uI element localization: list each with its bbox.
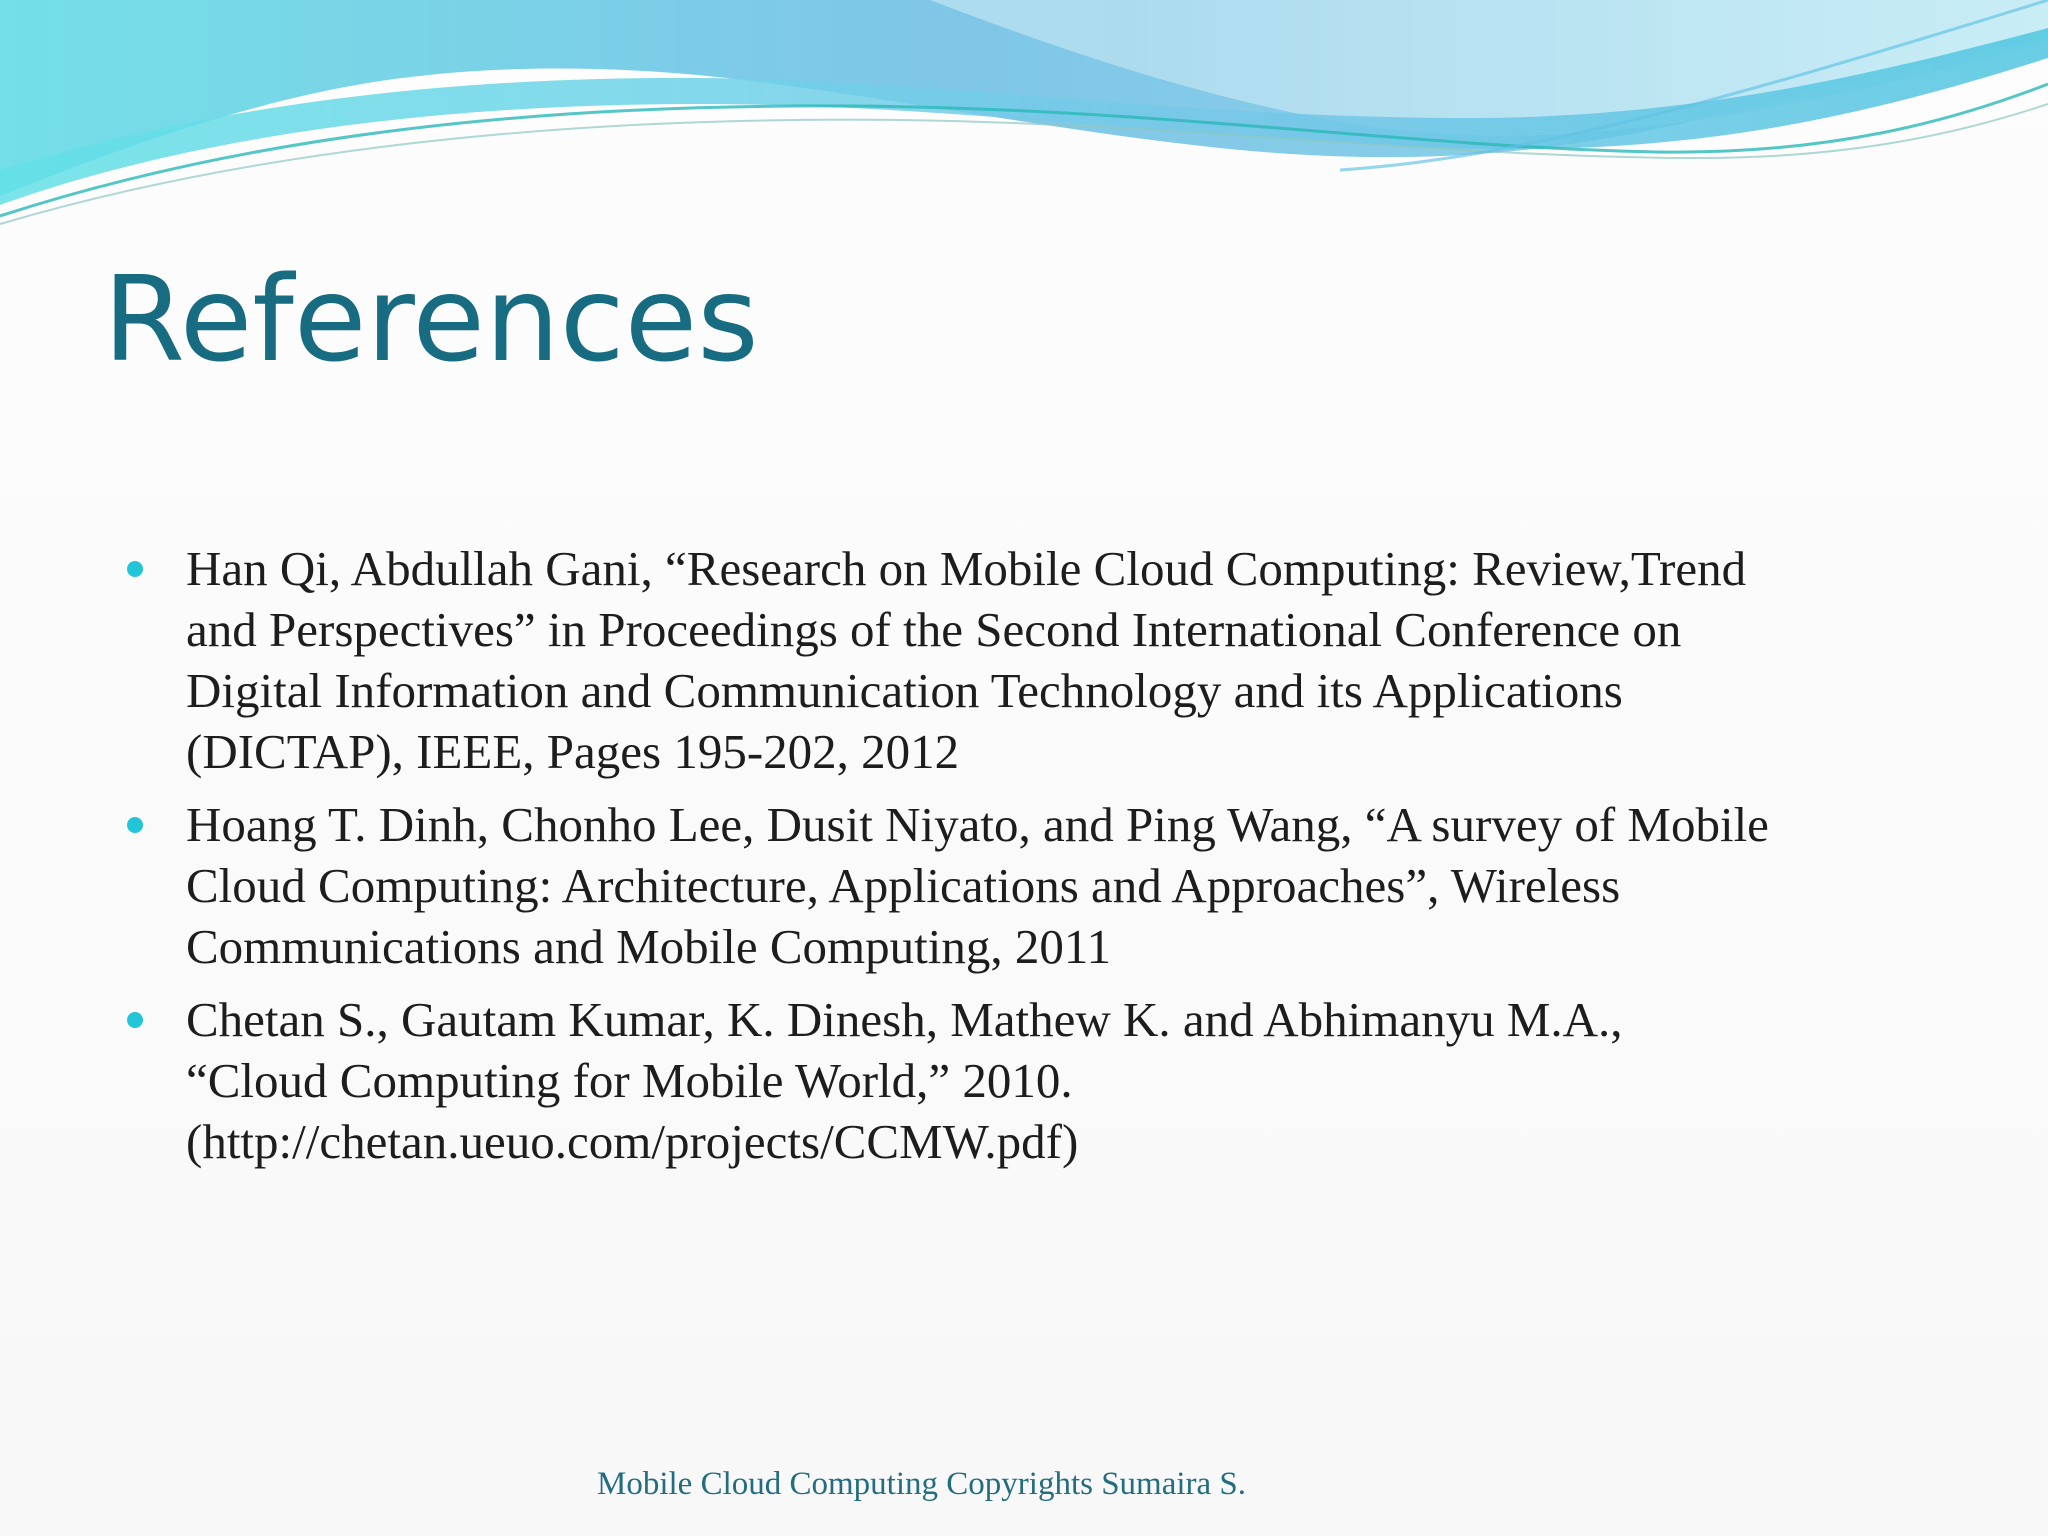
bullet-dot-icon xyxy=(127,1012,143,1028)
page-title: References xyxy=(103,250,759,388)
reference-item xyxy=(124,538,1954,782)
bullet-dot-icon xyxy=(127,817,143,833)
slide-footer: Mobile Cloud Computing Copyrights Sumaira S. xyxy=(597,1466,1247,1502)
reference-item xyxy=(124,794,1954,977)
reference-text: Chetan S., Gautam Kumar, K. Dinesh, Mathew K. and Abhimanyu M.A., “Cloud Computing for Mobile World,” 2010. (http://chetan.ueuo.com/projects/CCMW.pdf) xyxy=(186,992,1623,1169)
reference-text: Han Qi, Abdullah Gani, “Research on Mobile Cloud Computing: Review,Trend and Perspectives” in Proceedings of the Second International Conference on Digital Information and Communication Technology and its Applications (DICTAP), IEEE, Pages 195-202, 2012 xyxy=(186,541,1747,779)
header-wave-decoration xyxy=(0,0,2048,240)
reference-item xyxy=(124,989,1954,1172)
reference-text: Hoang T. Dinh, Chonho Lee, Dusit Niyato, and Ping Wang, “A survey of Mobile Cloud Computing: Architecture, Applications and Approaches”, Wireless Communications and Mobile Computing, 2011 xyxy=(186,797,1769,974)
bullet-dot-icon xyxy=(127,561,143,577)
reference-list xyxy=(124,538,1954,1184)
